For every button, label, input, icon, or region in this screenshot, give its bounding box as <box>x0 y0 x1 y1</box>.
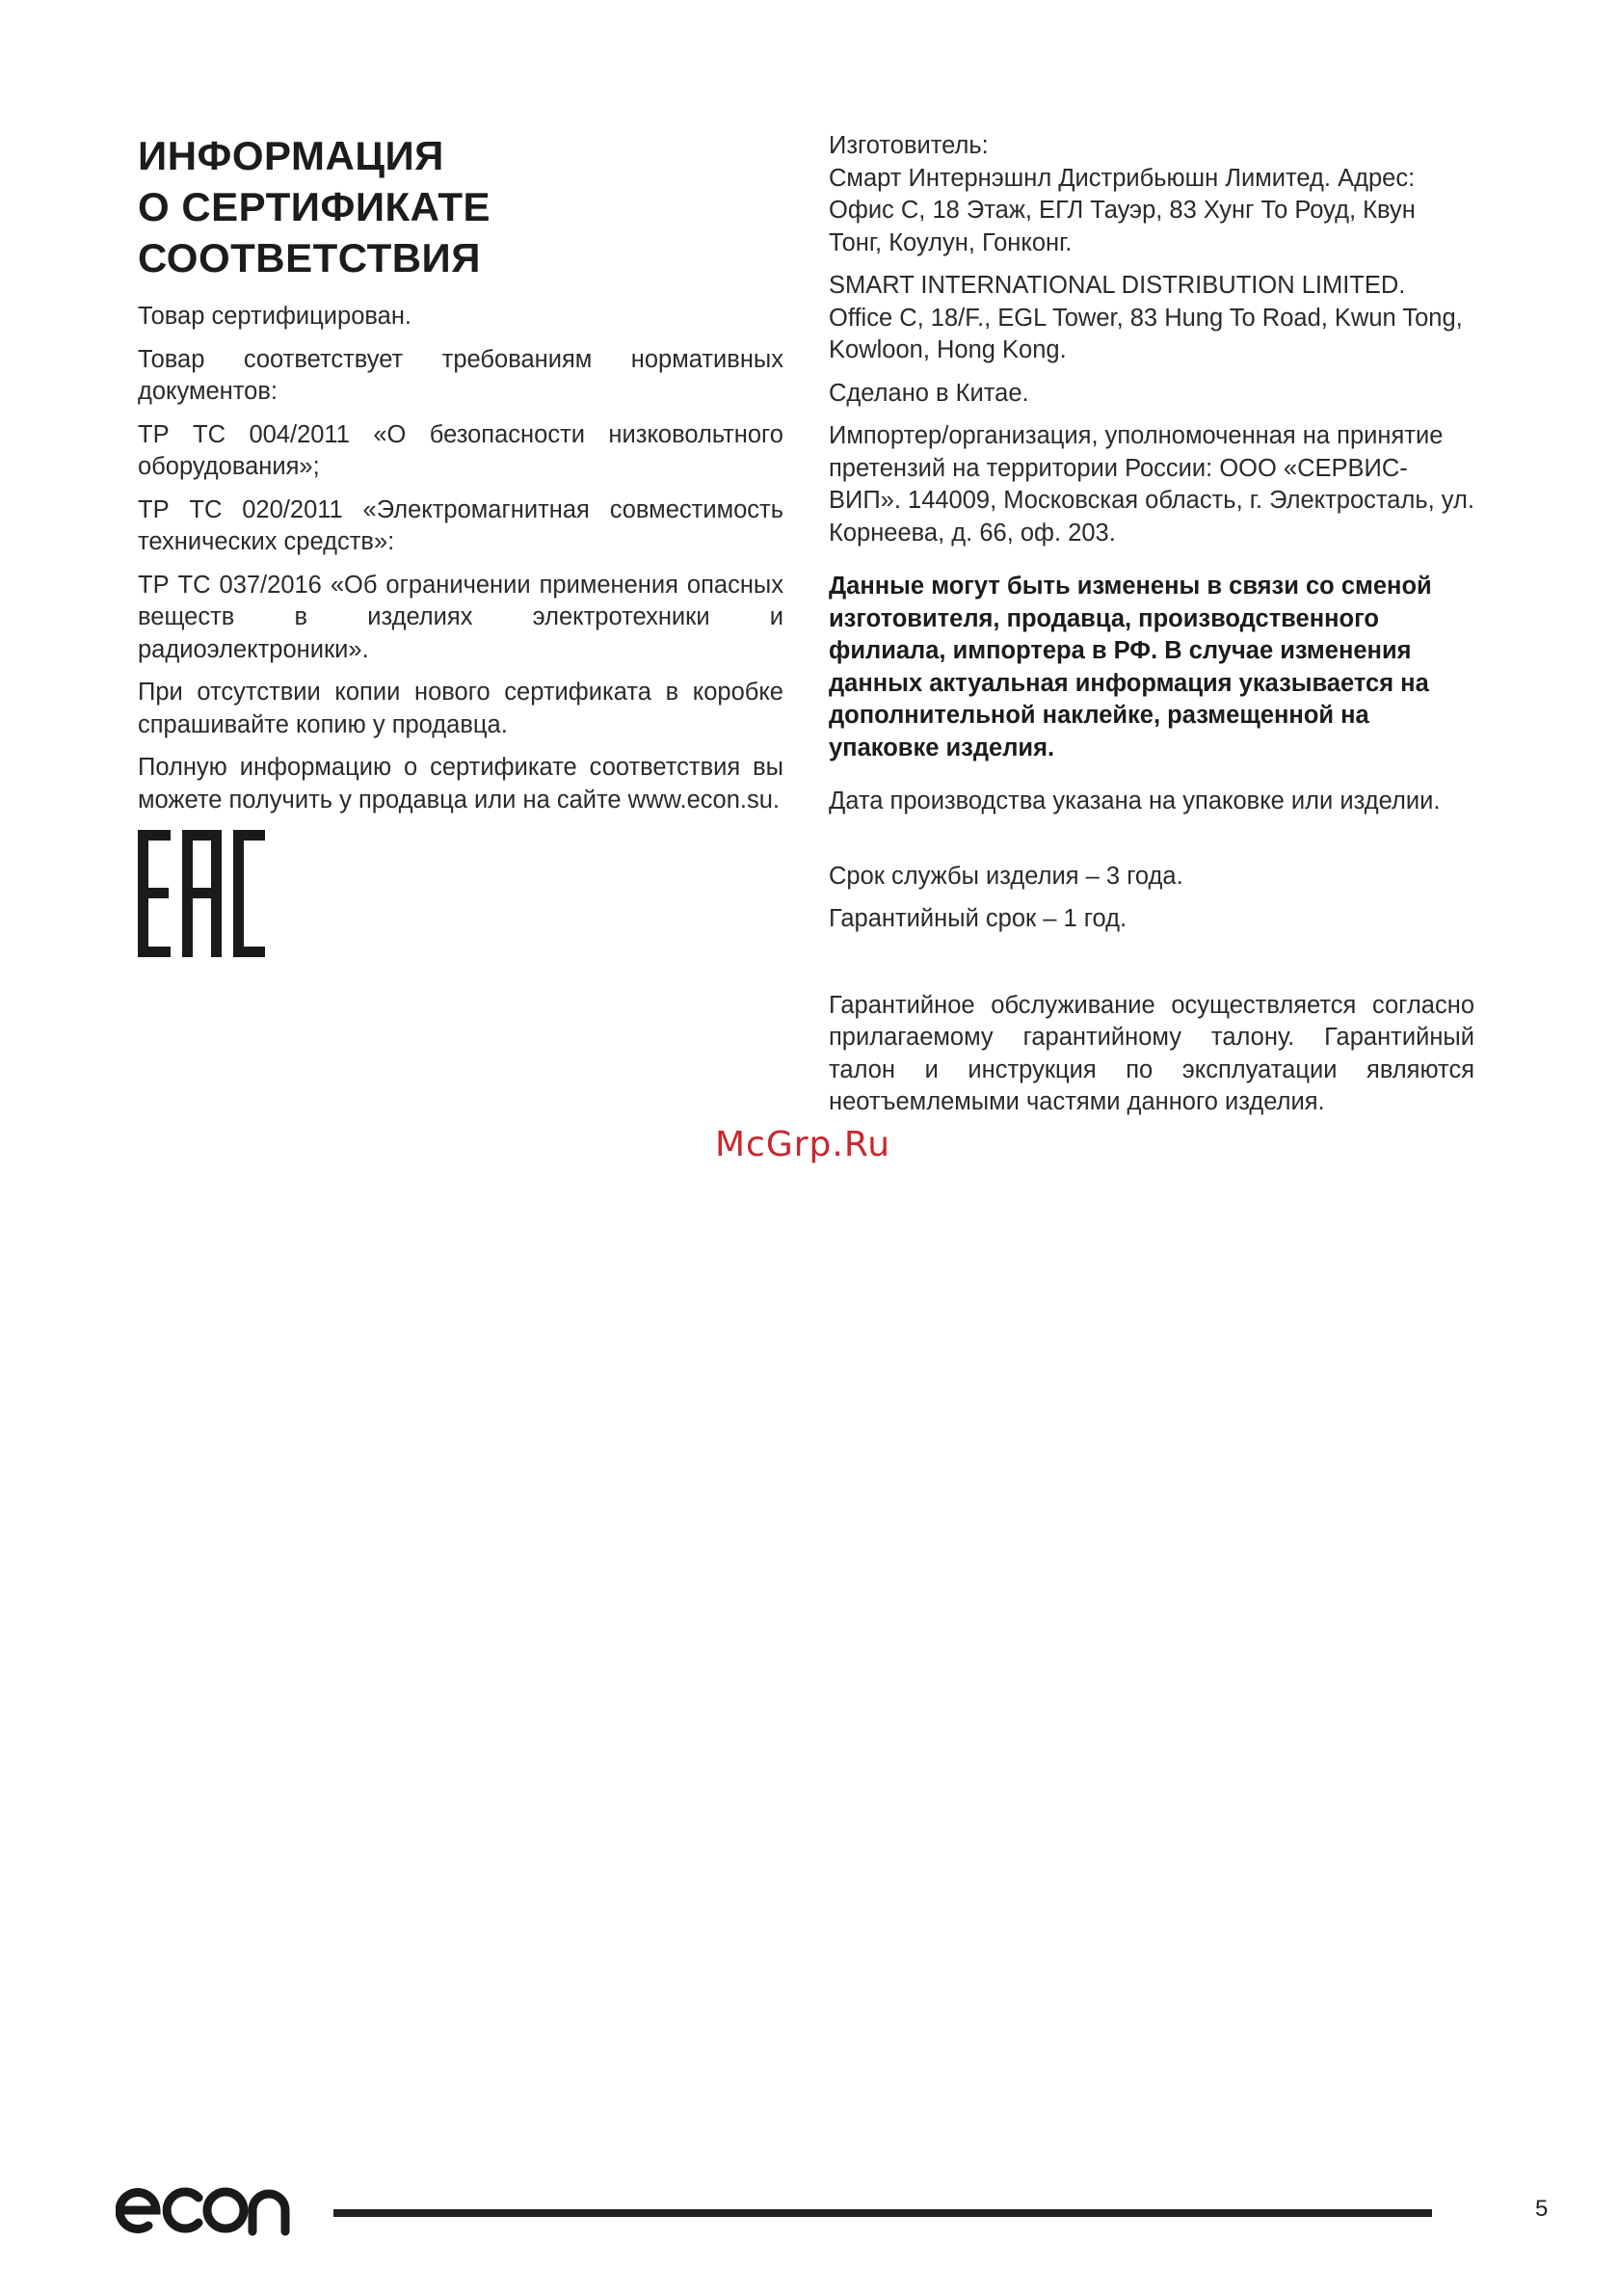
certificate-info-text: Полную информацию о сертификате соответствия вы можете получить у продавца или на сайте www.econ.su. <box>138 754 783 814</box>
warranty-period-text: Гарантийный срок – 1 год. <box>829 905 1127 932</box>
regulation-004: ТР ТС 004/2011 «О безопасности низковольтного оборудования»; <box>138 420 783 480</box>
footer-divider <box>333 2209 1432 2217</box>
manufacturer-address-ru: Смарт Интернэшнл Дистрибьюшн Лимитед. Адрес: Офис С, 18 Этаж, ЕГЛ Тауэр, 83 Хунг То Роуд, Квун Тонг, Коулун, Гонконг. <box>829 164 1416 256</box>
watermark: McGrp.Ru <box>715 1125 891 1164</box>
title-line: О СЕРТИФИКАТЕ <box>138 184 491 229</box>
page-title <box>138 130 783 283</box>
certificate-copy-text: При отсутствии копии нового сертификата в коробке спрашивайте копию у продавца. <box>138 679 783 738</box>
econ-logo <box>116 2183 291 2237</box>
regulation-037: ТР ТС 037/2016 «Об ограничении применения опасных веществ в изделиях электротехники и радиоэлектроники». <box>138 571 783 663</box>
manufacturer-label: Изготовитель: <box>829 132 989 159</box>
left-column <box>138 130 783 957</box>
regulation-020: ТР ТС 020/2011 «Электромагнитная совместимость технических средств»: <box>138 495 783 555</box>
page-number: 5 <box>1535 2196 1549 2222</box>
manufacturer-address-en: SMART INTERNATIONAL DISTRIBUTION LIMITED. Office C, 18/F., EGL Tower, 83 Hung To Road, Kwun Tong, Kowloon, Hong Kong. <box>829 272 1463 363</box>
made-in-text: Сделано в Китае. <box>829 379 1029 407</box>
importer-text: Импортер/организация, уполномоченная на принятие претензий на территории России: ООО «СЕРВИС-ВИП». 144009, Московская область, г. Электросталь, ул. Корнеева, д. 66, оф. 203. <box>829 422 1474 547</box>
requirements-text: Товар соответствует требованиям нормативных документов: <box>138 345 783 405</box>
warranty-service-text: Гарантийное обслуживание осуществляется согласно прилагаемому гарантийному талону. Гарантийный талон и инструкция по эксплуатации являются неотъемлемыми частями данного изделия. <box>829 991 1474 1115</box>
eac-mark-icon <box>138 830 265 957</box>
right-column <box>829 130 1474 1130</box>
certified-text: Товар сертифицирован. <box>138 303 411 330</box>
title-line: ИНФОРМАЦИЯ <box>138 133 444 178</box>
data-change-notice: Данные могут быть изменены в связи со сменой изготовителя, продавца, производственного филиала, импортера в РФ. В случае изменения данных актуальная информация указывается на дополнительной наклейке, размещенной на упаковке изделия. <box>829 573 1432 761</box>
service-life-text: Срок службы изделия – 3 года. <box>829 862 1183 890</box>
title-line: СООТВЕТСТВИЯ <box>138 235 481 280</box>
production-date-text: Дата производства указана на упаковке или изделии. <box>829 788 1441 814</box>
